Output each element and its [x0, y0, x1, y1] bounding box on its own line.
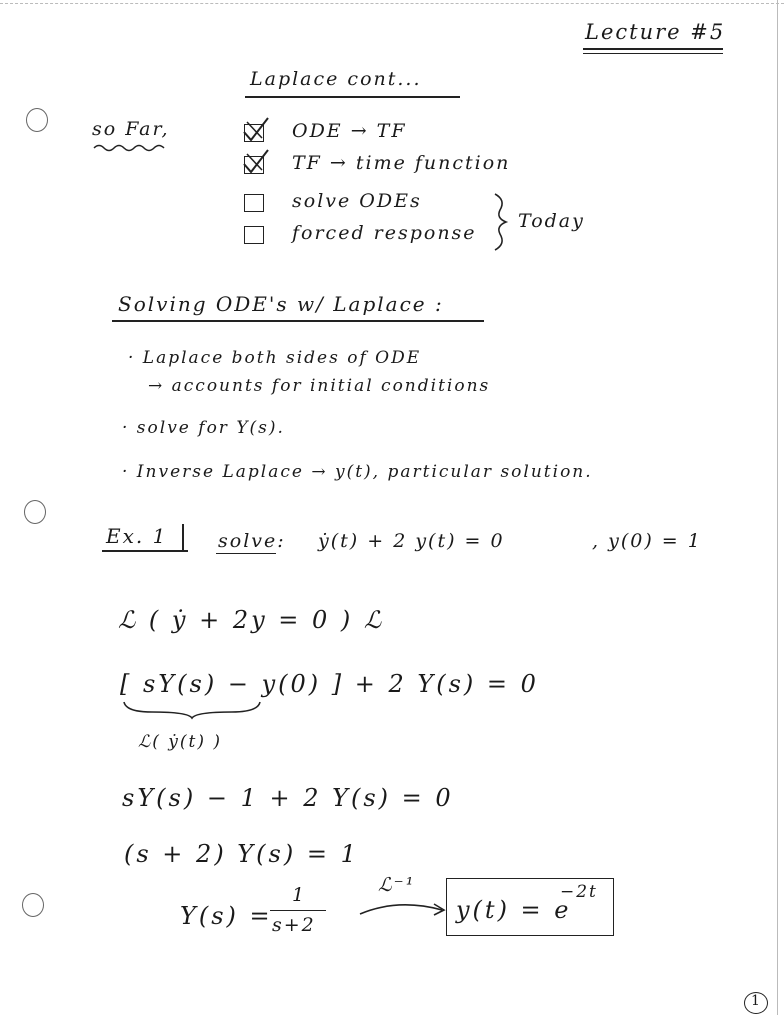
today-label: Today [518, 210, 585, 232]
check-mark-icon [240, 116, 270, 142]
header-underline-2 [583, 53, 723, 54]
binder-hole-bottom [22, 893, 44, 917]
result-solution: y(t) = e [456, 896, 572, 924]
example-equation: ẏ(t) + 2 y(t) = 0 [318, 530, 505, 552]
title-underline [245, 96, 460, 98]
step-factor: (s + 2) Y(s) = 1 [124, 840, 359, 868]
so-far-squiggle [92, 143, 172, 153]
section-underline [112, 320, 484, 322]
checklist-item-4: forced response [292, 222, 477, 244]
page-right-edge [777, 0, 784, 1015]
inverse-laplace-label: ℒ⁻¹ [378, 874, 416, 896]
example-label-underline [102, 550, 188, 552]
page-top-edge [0, 3, 784, 4]
lecture-header: Lecture #5 [585, 20, 726, 44]
fraction-numerator: 1 [292, 884, 307, 906]
section-heading: Solving ODE's w/ Laplace : [118, 292, 444, 316]
checkbox-solve-odes[interactable] [244, 194, 264, 212]
checklist-item-1: ODE → TF [292, 120, 407, 142]
bullet-3: · Inverse Laplace → y(t), particular solution. [122, 462, 593, 482]
step-transform: [ sY(s) − y(0) ] + 2 Y(s) = 0 [120, 670, 539, 698]
solve-underline [216, 553, 276, 554]
arrow-right-icon [358, 898, 448, 920]
binder-hole-middle [24, 500, 46, 524]
initial-condition: , y(0) = 1 [592, 530, 702, 552]
fraction-denominator: s+2 [272, 914, 316, 936]
so-far-label: so Far, [92, 118, 170, 140]
result-exponent: −2t [560, 882, 598, 902]
underbrace-icon [122, 700, 262, 720]
underbrace-label: ℒ( ẏ(t) ) [138, 732, 223, 752]
page-title: Laplace cont... [250, 68, 422, 90]
solve-label: solve: [218, 530, 286, 552]
header-underline-1 [583, 48, 723, 50]
bullet-1-sub: → accounts for initial conditions [148, 376, 491, 396]
page-number: 1 [751, 993, 760, 1009]
checkbox-forced-response[interactable] [244, 226, 264, 244]
fraction-bar [270, 910, 326, 911]
checklist-item-3: solve ODEs [292, 190, 422, 212]
bullet-1: · Laplace both sides of ODE [128, 348, 422, 368]
result-lhs: Y(s) = [180, 902, 273, 930]
check-mark-icon [240, 148, 270, 174]
step-substitute: sY(s) − 1 + 2 Y(s) = 0 [122, 784, 454, 812]
checklist-item-2: TF → time function [292, 152, 511, 174]
today-brace-icon [492, 192, 512, 252]
example-label: Ex. 1 [106, 524, 168, 548]
example-label-bar [182, 524, 184, 550]
bullet-2: · solve for Y(s). [122, 418, 285, 438]
step-laplace-both-sides: ℒ ( ẏ + 2y = 0 ) ℒ [118, 606, 385, 634]
binder-hole-top [26, 108, 48, 132]
